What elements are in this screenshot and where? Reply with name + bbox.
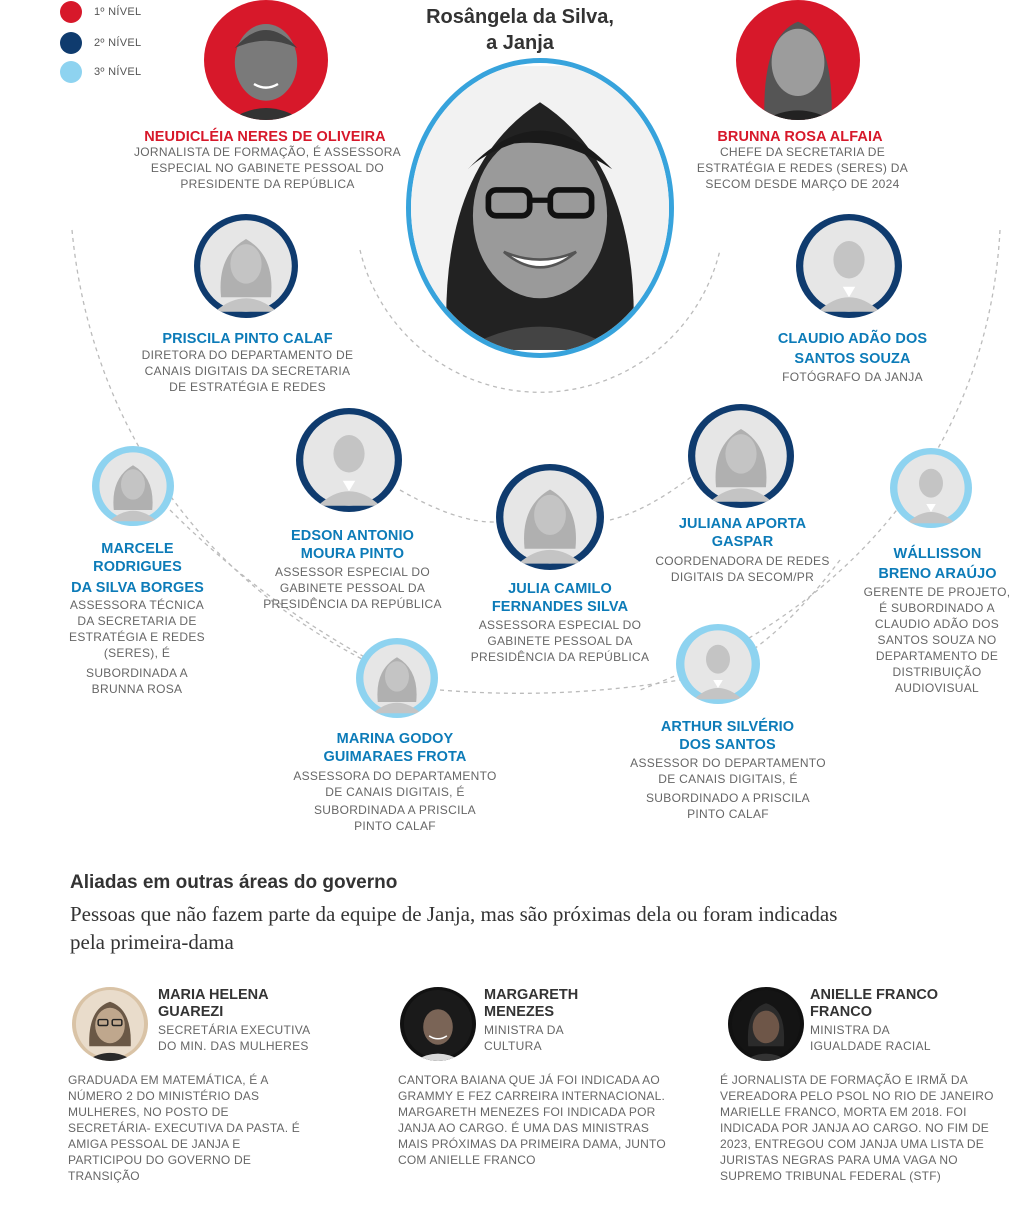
legend-level-2 bbox=[60, 31, 141, 55]
marcele-name-2: RODRIGUES bbox=[93, 559, 182, 575]
female-placeholder-icon bbox=[356, 638, 438, 718]
ally-name-2: MARGARETH bbox=[484, 987, 579, 1003]
marcele-subordinate: SUBORDINADA A BRUNNA ROSA bbox=[86, 666, 188, 696]
priscila-name: PRISCILA PINTO CALAF bbox=[162, 331, 333, 347]
ally-name-3b: FRANCO bbox=[810, 1004, 873, 1020]
edson-avatar bbox=[296, 408, 402, 512]
ally-name-1: MARIA HELENA bbox=[158, 987, 269, 1003]
arthur-name-2: DOS SANTOS bbox=[679, 737, 776, 753]
diagram-title bbox=[400, 4, 640, 56]
juliana-desc: COORDENADORA DE REDES DIGITAIS DA SECOM/PR bbox=[655, 554, 830, 584]
arthur-name-1: ARTHUR SILVÉRIO bbox=[660, 719, 795, 735]
marcele-avatar bbox=[92, 446, 174, 526]
edson-name-1: EDSON ANTONIO bbox=[291, 528, 414, 544]
arthur-avatar bbox=[676, 624, 760, 704]
legend-label: 3º NÍVEL bbox=[94, 66, 142, 78]
allies-section-subtitle: Pessoas que não fazem parte da equipe de Janja, mas são próximas dela ou foram indicadas pela primeira-dama bbox=[70, 902, 838, 954]
legend-level-1 bbox=[60, 0, 141, 24]
person-photo bbox=[728, 987, 804, 1061]
margareth-avatar bbox=[400, 987, 476, 1061]
ally-bio-1: GRADUADA EM MATEMÁTICA, É A NÚMERO 2 DO MINISTÉRIO DAS MULHERES, NO POSTO DE SECRETÁRIA- EXECUTIVA DA PASTA. É AMIGA PESSOAL DE JANJA E PARTICIPOU DO GOVERNO DE TRANSIÇÃO bbox=[68, 1073, 300, 1183]
julia-name-2: FERNANDES SILVA bbox=[491, 599, 629, 615]
ally-role-3: MINISTRA DA IGUALDADE RACIAL bbox=[810, 1023, 931, 1053]
edson-name-2: MOURA PINTO bbox=[300, 546, 405, 562]
priscila-avatar bbox=[194, 214, 298, 318]
claudio-desc: FOTÓGRAFO DA JANJA bbox=[782, 370, 923, 384]
julia-desc: ASSESSORA ESPECIAL DO GABINETE PESSOAL DA PRESIDÊNCIA DA REPÚBLICA bbox=[470, 618, 650, 664]
neudicleia-desc: JORNALISTA DE FORMAÇÃO, É ASSESSORA ESPECIAL NO GABINETE PESSOAL DO PRESIDENTE DA REPÚBLICA bbox=[133, 145, 401, 191]
julia-avatar bbox=[496, 464, 604, 570]
title-line-1: Rosângela da Silva, bbox=[426, 6, 614, 28]
legend-label: 1º NÍVEL bbox=[94, 6, 142, 18]
male-placeholder-icon bbox=[796, 214, 902, 318]
female-placeholder-icon bbox=[194, 214, 298, 318]
marcele-desc: ASSESSORA TÉCNICA DA SECRETARIA DE ESTRATÉGIA E REDES (SERES), É bbox=[69, 598, 205, 660]
ally-role-1: SECRETÁRIA EXECUTIVA DO MIN. DAS MULHERES bbox=[158, 1023, 310, 1053]
female-placeholder-icon bbox=[688, 404, 794, 508]
marcele-name-3: DA SILVA BORGES bbox=[71, 580, 204, 596]
legend-dot-red bbox=[60, 1, 82, 23]
legend-dot-lightblue bbox=[60, 61, 82, 83]
maria-helena-avatar bbox=[72, 987, 148, 1061]
juliana-name-2: GASPAR bbox=[711, 534, 774, 550]
neudicleia-avatar bbox=[204, 0, 328, 120]
marcele-name-1: MARCELE bbox=[101, 541, 174, 557]
person-photo bbox=[72, 987, 148, 1061]
title-line-2: a Janja bbox=[486, 32, 554, 54]
priscila-desc: DIRETORA DO DEPARTAMENTO DE CANAIS DIGITAIS DA SECRETARIA DE ESTRATÉGIA E REDES bbox=[141, 348, 354, 394]
ally-name-2b: MENEZES bbox=[484, 1004, 555, 1020]
wallisson-avatar bbox=[890, 448, 972, 528]
male-placeholder-icon bbox=[676, 624, 760, 704]
ally-bio-2: CANTORA BAIANA QUE JÁ FOI INDICADA AO GRAMMY E FEZ CARREIRA INTERNACIONAL. MARGARETH MENEZES FOI INDICADA POR JANJA AO CARGO. É UMA DAS MINISTRAS MAIS PRÓXIMAS DA PRIMEIRA DAMA, JUNTO COM ANIELLE FRANCO bbox=[398, 1073, 666, 1167]
ally-bio-3: É JORNALISTA DE FORMAÇÃO E IRMÃ DA VEREADORA PELO PSOL NO RIO DE JANEIRO MARIELLE FRANCO, MORTA EM 2018. FOI INDICADA POR JANJA AO CARGO. NO FIM DE 2023, ENTREGOU COM JANJA UMA LISTA DE JURISTAS NEGRAS PARA UMA VAGA NO SUPREMO TRIBUNAL FEDERAL (STF) bbox=[720, 1073, 994, 1183]
ally-role-2: MINISTRA DA CULTURA bbox=[484, 1023, 564, 1053]
brunna-desc: CHEFE DA SECRETARIA DE ESTRATÉGIA E REDES (SERES) DA SECOM DESDE MARÇO DE 2024 bbox=[696, 145, 909, 191]
ally-name-3: ANIELLE FRANCO bbox=[810, 987, 939, 1003]
allies-section-title: Aliadas em outras áreas do governo bbox=[70, 872, 398, 893]
legend-dot-navy bbox=[60, 32, 82, 54]
arthur-desc: ASSESSOR DO DEPARTAMENTO DE CANAIS DIGITAIS, É bbox=[630, 756, 826, 786]
legend-label: 2º NÍVEL bbox=[94, 37, 142, 49]
brunna-avatar bbox=[736, 0, 860, 120]
legend-level-3 bbox=[60, 60, 141, 84]
marina-avatar bbox=[356, 638, 438, 718]
marina-subordinate: SUBORDINADA A PRISCILA PINTO CALAF bbox=[314, 803, 476, 833]
marina-name-1: MARINA GODOY bbox=[336, 731, 454, 747]
juliana-avatar bbox=[688, 404, 794, 508]
person-photo bbox=[736, 0, 860, 120]
julia-name-1: JULIA CAMILO bbox=[508, 581, 612, 597]
janja-photo bbox=[411, 63, 669, 353]
edson-desc: ASSESSOR ESPECIAL DO GABINETE PESSOAL DA PRESIDÊNCIA DA REPÚBLICA bbox=[263, 565, 442, 611]
arthur-subordinate: SUBORDINADO A PRISCILA PINTO CALAF bbox=[646, 791, 810, 821]
claudio-name-2: SANTOS SOUZA bbox=[794, 351, 911, 367]
person-photo bbox=[400, 987, 476, 1061]
ally-name-1b: GUAREZI bbox=[158, 1004, 224, 1020]
juliana-name-1: JULIANA APORTA bbox=[678, 516, 807, 532]
claudio-name-1: CLAUDIO ADÃO DOS bbox=[777, 331, 928, 347]
wallisson-name-2: BRENO ARAÚJO bbox=[878, 566, 997, 582]
female-placeholder-icon bbox=[92, 446, 174, 526]
anielle-avatar bbox=[728, 987, 804, 1061]
male-placeholder-icon bbox=[890, 448, 972, 528]
marina-desc: ASSESSORA DO DEPARTAMENTO DE CANAIS DIGITAIS, É bbox=[293, 769, 497, 799]
brunna-name: BRUNNA ROSA ALFAIA bbox=[717, 129, 883, 145]
wallisson-desc: GERENTE DE PROJETO, É SUBORDINADO A CLAUDIO ADÃO DOS SANTOS SOUZA NO DEPARTAMENTO DE DISTRIBUIÇÃO AUDIOVISUAL bbox=[863, 585, 1011, 695]
janja-portrait bbox=[406, 58, 674, 358]
wallisson-name-1: WÁLLISSON bbox=[893, 546, 982, 562]
person-photo bbox=[204, 0, 328, 120]
female-placeholder-icon bbox=[496, 464, 604, 570]
claudio-avatar bbox=[796, 214, 902, 318]
male-placeholder-icon bbox=[296, 408, 402, 512]
neudicleia-name: NEUDICLÉIA NERES DE OLIVEIRA bbox=[144, 129, 386, 145]
marina-name-2: GUIMARAES FROTA bbox=[323, 749, 467, 765]
